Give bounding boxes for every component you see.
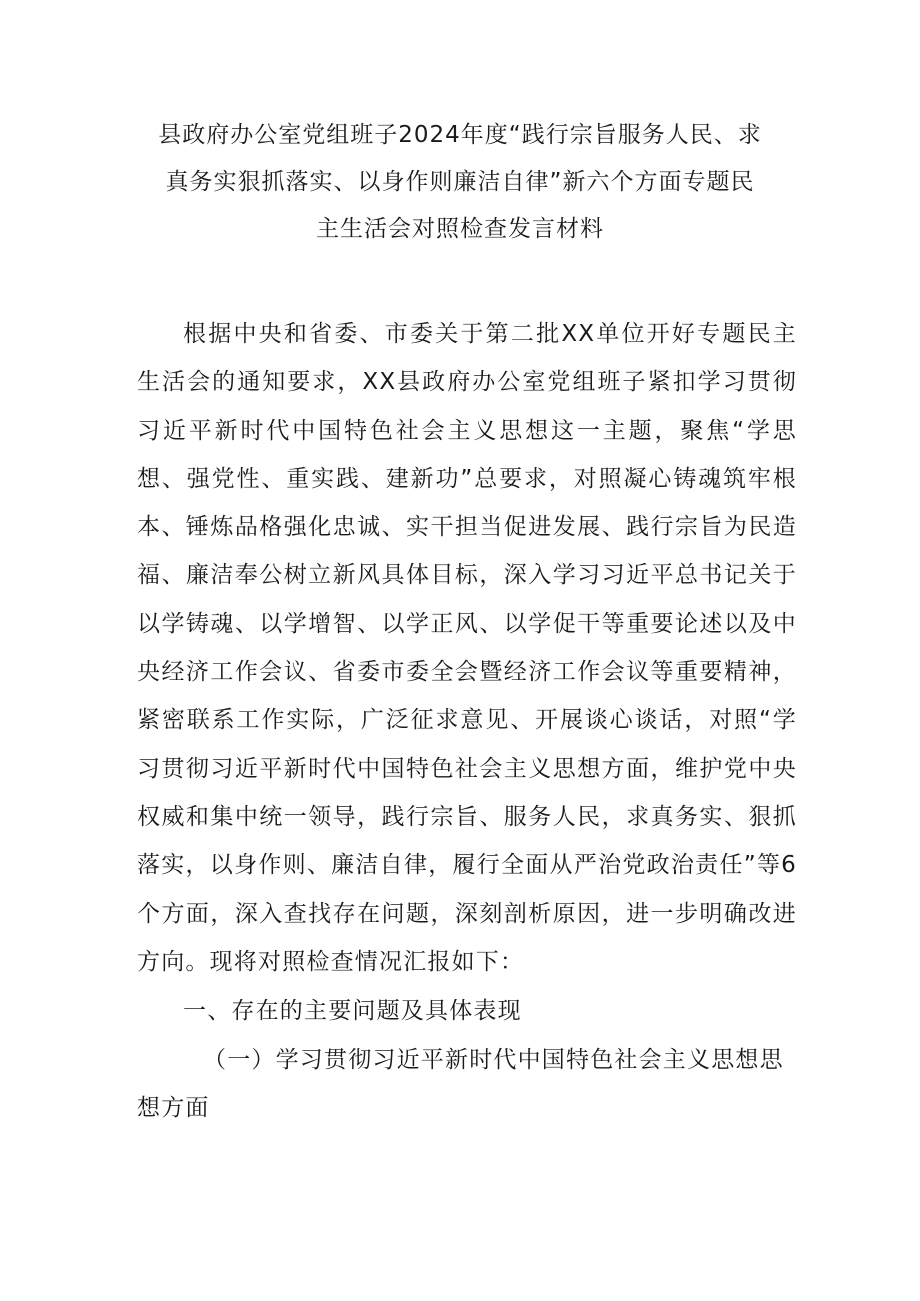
intro-paragraph: 根据中央和省委、市委关于第二批XX单位开好专题民主生活会的通知要求，XX县政府办公室党组班子紧扣学习贯彻习近平新时代中国特色社会主义思想这一主题，聚焦“学思想、强党性、重实践、建新功”总要求，对照凝心铸魂筑牢根本、锤炼品格强化忠诚、实干担当促进发展、践行宗旨为民造福、廉洁奉公树立新风具体目标，深入学习习近平总书记关于以学铸魂、以学增智、以学正风、以学促干等重要论述以及中央经济工作会议、省委市委全会暨经济工作会议等重要精神，紧密联系工作实际，广泛征求意见、开展谈心谈话，对照“学习贯彻习近平新时代中国特色社会主义思想方面，维护党中央权威和集中统一领导，践行宗旨、服务人民，求真务实、狠抓落实，以身作则、廉洁自律，履行全面从严治党政治责任”等6个方面，深入查找存在问题，深刻剖析原因，进一步明确改进方向。现将对照检查情况汇报如下： (137, 321, 797, 975)
document-body (137, 310, 797, 1132)
title-line-2: 真务实狠抓落实、以身作则廉洁自律”新六个方面专题民 (165, 169, 755, 195)
subsection-heading: （一）学习贯彻习近平新时代中国特色社会主义思想思想方面 (137, 1047, 784, 1122)
document-title (120, 112, 800, 253)
title-line-1: 县政府办公室党组班子2024年度“践行宗旨服务人民、求 (158, 122, 762, 148)
title-line-3: 主生活会对照检查发言材料 (316, 216, 604, 242)
section-heading: 一、存在的主要问题及具体表现 (183, 998, 522, 1025)
